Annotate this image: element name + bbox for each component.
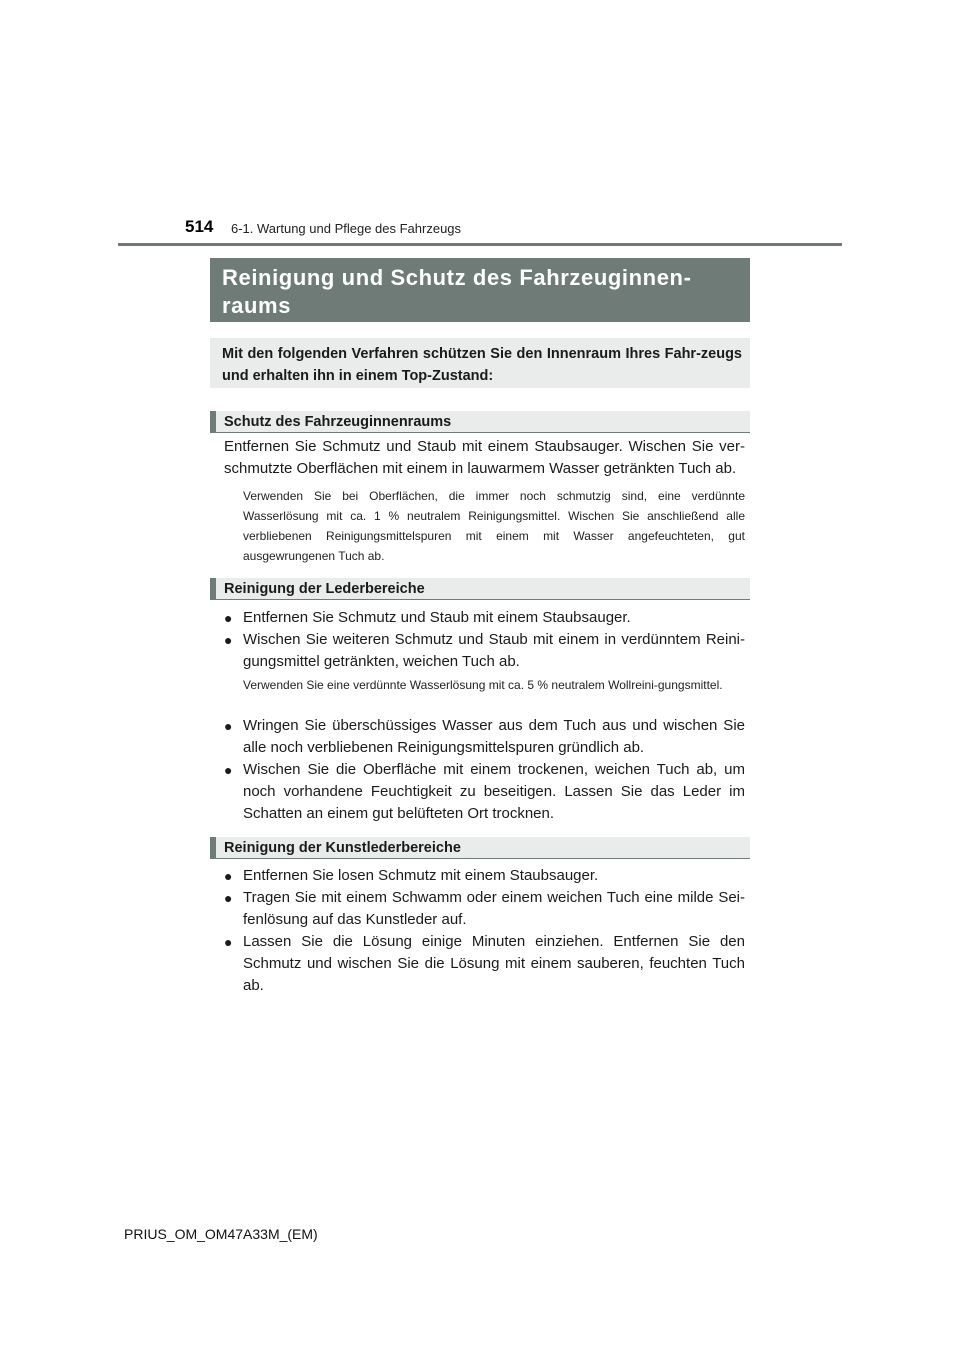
page-title: Reinigung und Schutz des Fahrzeuginnen-raums	[210, 258, 750, 322]
page-number: 514	[185, 217, 214, 236]
subheading-interior-protection: Schutz des Fahrzeuginnenraums	[210, 411, 750, 433]
list-item	[224, 865, 745, 887]
intro-box: Mit den folgenden Verfahren schützen Sie den Innenraum Ihres Fahr-zeugs und erhalten ihn in einem Top-Zustand:	[210, 338, 750, 388]
bullet-icon: ●	[224, 610, 233, 626]
list-item-text: Entfernen Sie Schmutz und Staub mit einem Staubsauger.	[243, 609, 631, 626]
bullet-icon: ●	[224, 762, 233, 778]
subheading-leather: Reinigung der Lederbereiche	[210, 578, 750, 600]
section-note: Verwenden Sie eine verdünnte Wasserlösung mit ca. 5 % neutralem Wollreini-gungsmittel.	[243, 678, 723, 692]
section-body: Entfernen Sie Schmutz und Staub mit einem Staubsauger. Wischen Sie ver-schmutzte Oberflächen mit einem in lauwarmem Wasser getränkten Tuch ab.	[224, 438, 745, 477]
section-reference: 6-1. Wartung und Pflege des Fahrzeugs	[231, 221, 462, 236]
section-note: Verwenden Sie bei Oberflächen, die immer noch schmutzig sind, eine verdünnte Wasserlösung mit ca. 1 % neutralem Reinigungsmittel. Wischen Sie anschließend alle verbliebenen Reinigungsmittelspuren mit einem mit Wasser angefeuchteten, gut ausgewrungenen Tuch ab.	[243, 489, 745, 563]
list-item-text: Wringen Sie überschüssiges Wasser aus dem Tuch aus und wischen Sie alle noch verbliebenen Reinigungsmittelspuren gründlich ab.	[243, 717, 745, 756]
list-item	[224, 759, 745, 825]
list-item-text: Wischen Sie weiteren Schmutz und Staub mit einem in verdünntem Reini-gungsmittel getränkten, weichen Tuch ab.	[243, 631, 745, 670]
header-rule	[118, 243, 842, 246]
list-item	[224, 887, 745, 931]
subheading-synthetic-leather: Reinigung der Kunstlederbereiche	[210, 837, 750, 859]
bullet-icon: ●	[224, 718, 233, 734]
bullet-icon: ●	[224, 890, 233, 906]
list-item-text: Tragen Sie mit einem Schwamm oder einem weichen Tuch eine milde Sei-fenlösung auf das Kunstleder auf.	[243, 889, 745, 928]
list-item-text: Entfernen Sie losen Schmutz mit einem Staubsauger.	[243, 867, 599, 884]
footer-code: PRIUS_OM_OM47A33M_(EM)	[124, 1226, 318, 1242]
list-item-text: Wischen Sie die Oberfläche mit einem trockenen, weichen Tuch ab, um noch vorhandene Feuchtigkeit zu beseitigen. Lassen Sie das Leder im Schatten an einem gut belüfteten Ort trocknen.	[243, 761, 745, 822]
bullet-icon: ●	[224, 632, 233, 648]
bullet-icon: ●	[224, 868, 233, 884]
list-item-text: Lassen Sie die Lösung einige Minuten einziehen. Entfernen Sie den Schmutz und wischen Sie die Lösung mit einem sauberen, feuchten Tuch ab.	[243, 933, 745, 994]
list-item	[224, 607, 745, 629]
list-item	[224, 931, 745, 997]
list-item	[224, 629, 745, 673]
bullet-icon: ●	[224, 934, 233, 950]
list-item	[224, 715, 745, 759]
